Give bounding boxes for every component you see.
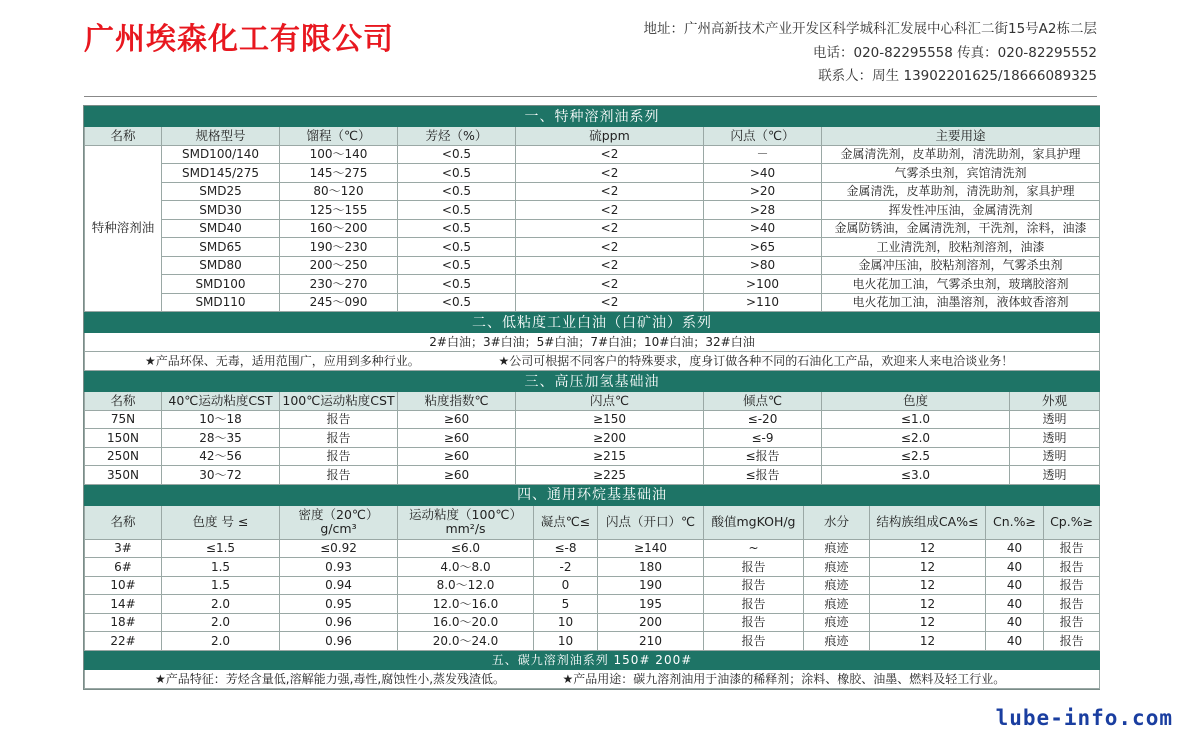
s4-header-cell: 水分 <box>804 505 870 539</box>
s2-title: 二、低粘度工业白油（白矿油）系列 <box>85 313 1100 333</box>
s1-table-row <box>85 275 1100 294</box>
s4-table-cell: ≤0.92 <box>280 539 398 558</box>
s3-table-cell: ≥60 <box>398 466 516 485</box>
s3-header-cell: 闪点℃ <box>516 392 704 411</box>
s4-table-row <box>85 613 1100 632</box>
s1-table-cell: >100 <box>704 275 822 294</box>
s4-table-cell: 210 <box>598 632 704 651</box>
s3-table-cell: 150N <box>85 429 162 448</box>
s1-table-row <box>85 238 1100 257</box>
s1-table-cell: SMD65 <box>162 238 280 257</box>
s4-table-cell: 1.5 <box>162 576 280 595</box>
s1-title: 一、特种溶剂油系列 <box>85 107 1100 127</box>
s3-table-cell: ≥215 <box>516 447 704 466</box>
s4-header-row <box>85 505 1100 539</box>
s4-table-cell: 18# <box>85 613 162 632</box>
s1-table-row <box>85 201 1100 220</box>
s3-table-cell: 透明 <box>1010 429 1100 448</box>
s3-table-cell: ≥60 <box>398 429 516 448</box>
s3-table-row <box>85 410 1100 429</box>
s1-table-cell: 125～155 <box>280 201 398 220</box>
s3-table-cell: 42～56 <box>162 447 280 466</box>
s1-table-cell: SMD100/140 <box>162 145 280 164</box>
s1-table-row <box>85 293 1100 312</box>
s1-header-cell: 主要用途 <box>822 127 1100 146</box>
s4-table-cell: 6# <box>85 558 162 577</box>
product-sheet <box>83 105 1100 690</box>
s3-table-cell: ≥200 <box>516 429 704 448</box>
s1-table-cell: 气雾杀虫剂，宾馆清洗剂 <box>822 164 1100 183</box>
s1-header-cell: 芳烃（%） <box>398 127 516 146</box>
s4-table-cell: 0.96 <box>280 613 398 632</box>
s4-table-cell: 40 <box>986 595 1044 614</box>
s4-header-cell: Cp.%≥ <box>1044 505 1100 539</box>
s4-table-cell: 报告 <box>704 595 804 614</box>
s3-table-cell: ≥60 <box>398 447 516 466</box>
s4-header-cell: 结构族组成CA%≤ <box>870 505 986 539</box>
s1-body <box>85 145 1100 312</box>
s4-table-cell: 195 <box>598 595 704 614</box>
s4-table-cell: ≤6.0 <box>398 539 534 558</box>
s4-table-cell: -2 <box>534 558 598 577</box>
s4-table-cell: 190 <box>598 576 704 595</box>
s4-header-cell: 名称 <box>85 505 162 539</box>
s4-table-cell: 12 <box>870 595 986 614</box>
s3-header-row <box>85 392 1100 411</box>
s4-table-cell: 报告 <box>704 576 804 595</box>
s1-table-cell: SMD40 <box>162 219 280 238</box>
s4-table-cell: 40 <box>986 613 1044 632</box>
s4-table-cell: 12 <box>870 613 986 632</box>
s4-table-cell: 40 <box>986 632 1044 651</box>
s1-table-cell: <0.5 <box>398 145 516 164</box>
s3-table-row <box>85 447 1100 466</box>
s3-table-cell: 报告 <box>280 410 398 429</box>
s1-table-cell: 金属防锈油，金属清洗剂，干洗剂，涂料，油漆 <box>822 219 1100 238</box>
s3-header-cell: 外观 <box>1010 392 1100 411</box>
s5-note-right: ★产品用途：碳九溶剂油用于油漆的稀释剂；涂料、橡胶、油墨、燃料及轻工行业。 <box>555 669 1100 688</box>
s4-table-cell: 报告 <box>1044 539 1100 558</box>
s3-table-cell: 报告 <box>280 429 398 448</box>
s3-table-cell: 28～35 <box>162 429 280 448</box>
s3-table-cell: 10～18 <box>162 410 280 429</box>
s4-table-cell: 报告 <box>1044 558 1100 577</box>
s4-table-cell: 0.96 <box>280 632 398 651</box>
s4-table-cell: 4.0～8.0 <box>398 558 534 577</box>
s1-table-cell: 金属清洗，皮革助剂，清洗助剂，家具护理 <box>822 182 1100 201</box>
s3-table-cell: ≤报告 <box>704 447 822 466</box>
s4-table-row <box>85 576 1100 595</box>
s1-table-cell: >40 <box>704 164 822 183</box>
s1-header-row <box>85 127 1100 146</box>
s1-table-cell: <0.5 <box>398 275 516 294</box>
s2-grades: 2#白油；3#白油；5#白油；7#白油；10#白油；32#白油 <box>85 333 1100 352</box>
s1-table-cell: <2 <box>516 145 704 164</box>
s3-header-cell: 名称 <box>85 392 162 411</box>
s1-table-cell: <0.5 <box>398 164 516 183</box>
s4-table-cell: ≤1.5 <box>162 539 280 558</box>
s1-table-cell: >40 <box>704 219 822 238</box>
s3-table-cell: ≤1.0 <box>822 410 1010 429</box>
s3-header-cell: 40℃运动粘度CST <box>162 392 280 411</box>
s4-table-cell: 2.0 <box>162 632 280 651</box>
s4-table-cell: 报告 <box>704 613 804 632</box>
s1-table-cell: 100～140 <box>280 145 398 164</box>
s3-table-cell: 报告 <box>280 447 398 466</box>
s4-table-cell: 报告 <box>1044 613 1100 632</box>
s1-table-cell: <0.5 <box>398 293 516 312</box>
s3-body <box>85 410 1100 484</box>
s1-group-name: 特种溶剂油 <box>85 145 162 312</box>
company-name: 广州埃森化工有限公司 <box>84 22 394 57</box>
s4-table-cell: 22# <box>85 632 162 651</box>
address-line: 地址：广州高新技术产业开发区科学城科汇发展中心科汇二街15号A2栋二层 <box>643 21 1097 37</box>
s4-table-cell: 痕迹 <box>804 539 870 558</box>
s5-title: 五、碳九溶剂油系列 150# 200# <box>85 651 1100 669</box>
s1-table-row <box>85 145 1100 164</box>
s1-table-cell: <2 <box>516 293 704 312</box>
s4-table-cell: 0.94 <box>280 576 398 595</box>
header-divider <box>84 96 1097 97</box>
s3-table-cell: ≤-20 <box>704 410 822 429</box>
s4-table-cell: 40 <box>986 576 1044 595</box>
s1-table-row <box>85 182 1100 201</box>
s4-table-cell: 40 <box>986 558 1044 577</box>
s3-header-cell: 倾点℃ <box>704 392 822 411</box>
s1-table-cell: >28 <box>704 201 822 220</box>
s4-table-cell: 200 <box>598 613 704 632</box>
s1-table-cell: <2 <box>516 201 704 220</box>
s1-table-cell: 80～120 <box>280 182 398 201</box>
s4-table-cell: 2.0 <box>162 613 280 632</box>
s4-table-cell: 2.0 <box>162 595 280 614</box>
s1-table-cell: <0.5 <box>398 238 516 257</box>
s1-table-cell: SMD145/275 <box>162 164 280 183</box>
s1-table-cell: >65 <box>704 238 822 257</box>
s4-table-cell: 12 <box>870 558 986 577</box>
s1-table-cell: SMD25 <box>162 182 280 201</box>
s1-table-cell: <2 <box>516 275 704 294</box>
s1-table-row <box>85 219 1100 238</box>
s3-table-row <box>85 429 1100 448</box>
s3-table-cell: 透明 <box>1010 466 1100 485</box>
s3-header-cell: 粘度指数℃ <box>398 392 516 411</box>
s4-table-cell: 10 <box>534 613 598 632</box>
s4-title: 四、通用环烷基基础油 <box>85 485 1100 505</box>
s1-table-cell: 挥发性冲压油，金属清洗剂 <box>822 201 1100 220</box>
s4-table-cell: 0.93 <box>280 558 398 577</box>
s1-table-cell: 金属冲压油，胶粘剂溶剂，气雾杀虫剂 <box>822 256 1100 275</box>
s1-table-cell: － <box>704 145 822 164</box>
s3-title: 三、高压加氢基础油 <box>85 372 1100 392</box>
s4-table-cell: 10# <box>85 576 162 595</box>
s1-table-cell: 200～250 <box>280 256 398 275</box>
s4-table-row <box>85 632 1100 651</box>
s4-table-cell: 痕迹 <box>804 632 870 651</box>
s1-table-cell: SMD110 <box>162 293 280 312</box>
s3-header-cell: 100℃运动粘度CST <box>280 392 398 411</box>
s1-table-cell: 190～230 <box>280 238 398 257</box>
s2-note-right: ★公司可根据不同客户的特殊要求，度身订做各种不同的石油化工产品，欢迎来人来电洽谈业务！ <box>493 352 1100 371</box>
s1-table-cell: 230～270 <box>280 275 398 294</box>
s4-table-cell: 报告 <box>1044 595 1100 614</box>
s1-header-cell: 馏程（℃） <box>280 127 398 146</box>
s1-table-cell: 245～090 <box>280 293 398 312</box>
s4-table-cell: 报告 <box>1044 576 1100 595</box>
s4-table-cell: 痕迹 <box>804 558 870 577</box>
s3-table-cell: ≤2.0 <box>822 429 1010 448</box>
s4-table-cell: 报告 <box>1044 632 1100 651</box>
s4-table-row <box>85 595 1100 614</box>
s4-table-cell: 0.95 <box>280 595 398 614</box>
s1-table-cell: <2 <box>516 219 704 238</box>
s1-table <box>84 106 1100 312</box>
s1-table-cell: 145～275 <box>280 164 398 183</box>
s3-table-row <box>85 466 1100 485</box>
s1-table-cell: SMD80 <box>162 256 280 275</box>
s1-table-row <box>85 164 1100 183</box>
s3-header-cell: 色度 <box>822 392 1010 411</box>
s4-table-cell: 10 <box>534 632 598 651</box>
s3-table-cell: ≥60 <box>398 410 516 429</box>
s1-table-row <box>85 256 1100 275</box>
s3-table-cell: 报告 <box>280 466 398 485</box>
s4-table-cell: ~ <box>704 539 804 558</box>
s4-header-cell: 酸值mgKOH/g <box>704 505 804 539</box>
s3-table-cell: 透明 <box>1010 410 1100 429</box>
s4-header-cell: 凝点℃≤ <box>534 505 598 539</box>
s1-table-cell: <2 <box>516 256 704 275</box>
s1-header-cell: 名称 <box>85 127 162 146</box>
s4-table-cell: 12 <box>870 576 986 595</box>
s4-table-cell: 20.0～24.0 <box>398 632 534 651</box>
s4-table-cell: 12 <box>870 539 986 558</box>
s4-table-cell: 8.0～12.0 <box>398 576 534 595</box>
s1-table-cell: 电火花加工油，气雾杀虫剂，玻璃胶溶剂 <box>822 275 1100 294</box>
s5-note-left: ★产品特征：芳烃含量低,溶解能力强,毒性,腐蚀性小,蒸发残渣低。 <box>85 669 555 688</box>
s3-table-cell: 30～72 <box>162 466 280 485</box>
s1-table-cell: <2 <box>516 164 704 183</box>
s4-table-cell: 报告 <box>704 632 804 651</box>
s4-table-cell: 痕迹 <box>804 613 870 632</box>
s4-table-row <box>85 558 1100 577</box>
s4-table-cell: 12.0～16.0 <box>398 595 534 614</box>
s4-table-cell: 痕迹 <box>804 576 870 595</box>
s4-table-cell: 12 <box>870 632 986 651</box>
s1-table-cell: 电火花加工油，油墨溶剂，液体蚊香溶剂 <box>822 293 1100 312</box>
s3-table-cell: ≥225 <box>516 466 704 485</box>
s1-table-cell: SMD30 <box>162 201 280 220</box>
s4-table-cell: ≥140 <box>598 539 704 558</box>
s4-header-cell: 色度 号 ≤ <box>162 505 280 539</box>
s1-table-cell: <2 <box>516 238 704 257</box>
s1-header-cell: 硫ppm <box>516 127 704 146</box>
s4-table-row <box>85 539 1100 558</box>
s4-table-cell: 报告 <box>704 558 804 577</box>
s1-table-cell: >80 <box>704 256 822 275</box>
s4-table-cell: 14# <box>85 595 162 614</box>
footer-watermark: lube-info.com <box>995 706 1173 730</box>
s3-table-cell: ≤报告 <box>704 466 822 485</box>
s3-table-cell: ≤2.5 <box>822 447 1010 466</box>
s4-body <box>85 539 1100 650</box>
s1-table-cell: <0.5 <box>398 201 516 220</box>
s1-table-cell: >110 <box>704 293 822 312</box>
s2-table <box>84 312 1100 371</box>
s4-header-cell: Cn.%≥ <box>986 505 1044 539</box>
contact-person-line: 联系人：周生 13902201625/18666089325 <box>818 68 1097 84</box>
s4-table-cell: 16.0～20.0 <box>398 613 534 632</box>
s1-table-cell: <0.5 <box>398 256 516 275</box>
s1-table-cell: 金属清洗剂，皮革助剂，清洗助剂，家具护理 <box>822 145 1100 164</box>
s1-table-cell: SMD100 <box>162 275 280 294</box>
s3-table-cell: 透明 <box>1010 447 1100 466</box>
s4-table-cell: 40 <box>986 539 1044 558</box>
s1-header-cell: 闪点（℃） <box>704 127 822 146</box>
s4-header-cell: 运动粘度（100℃） mm²/s <box>398 505 534 539</box>
s4-header-cell: 密度（20℃）g/cm³ <box>280 505 398 539</box>
s4-table-cell: ≤-8 <box>534 539 598 558</box>
s3-table-cell: ≤3.0 <box>822 466 1010 485</box>
s3-table-cell: 75N <box>85 410 162 429</box>
phone-fax-line: 电话：020-82295558 传真：020-82295552 <box>813 44 1097 61</box>
s4-table <box>84 485 1100 651</box>
s3-table-cell: ≤-9 <box>704 429 822 448</box>
contact-block <box>643 18 1097 89</box>
s1-table-cell: <0.5 <box>398 219 516 238</box>
s3-table-cell: 350N <box>85 466 162 485</box>
s4-table-cell: 1.5 <box>162 558 280 577</box>
s1-table-cell: >20 <box>704 182 822 201</box>
s1-table-cell: 工业清洗剂，胶粘剂溶剂，油漆 <box>822 238 1100 257</box>
s3-table-cell: 250N <box>85 447 162 466</box>
s2-note-left: ★产品环保、无毒，适用范围广，应用到多种行业。 <box>85 352 493 371</box>
s4-table-cell: 痕迹 <box>804 595 870 614</box>
s1-table-cell: 160～200 <box>280 219 398 238</box>
s5-table <box>84 651 1100 689</box>
s1-header-cell: 规格型号 <box>162 127 280 146</box>
s4-table-cell: 5 <box>534 595 598 614</box>
s3-table-cell: ≥150 <box>516 410 704 429</box>
s1-table-cell: <0.5 <box>398 182 516 201</box>
s4-table-cell: 180 <box>598 558 704 577</box>
s3-table <box>84 371 1100 485</box>
s1-table-cell: <2 <box>516 182 704 201</box>
s4-table-cell: 0 <box>534 576 598 595</box>
s4-table-cell: 3# <box>85 539 162 558</box>
s4-header-cell: 闪点（开口）℃ <box>598 505 704 539</box>
